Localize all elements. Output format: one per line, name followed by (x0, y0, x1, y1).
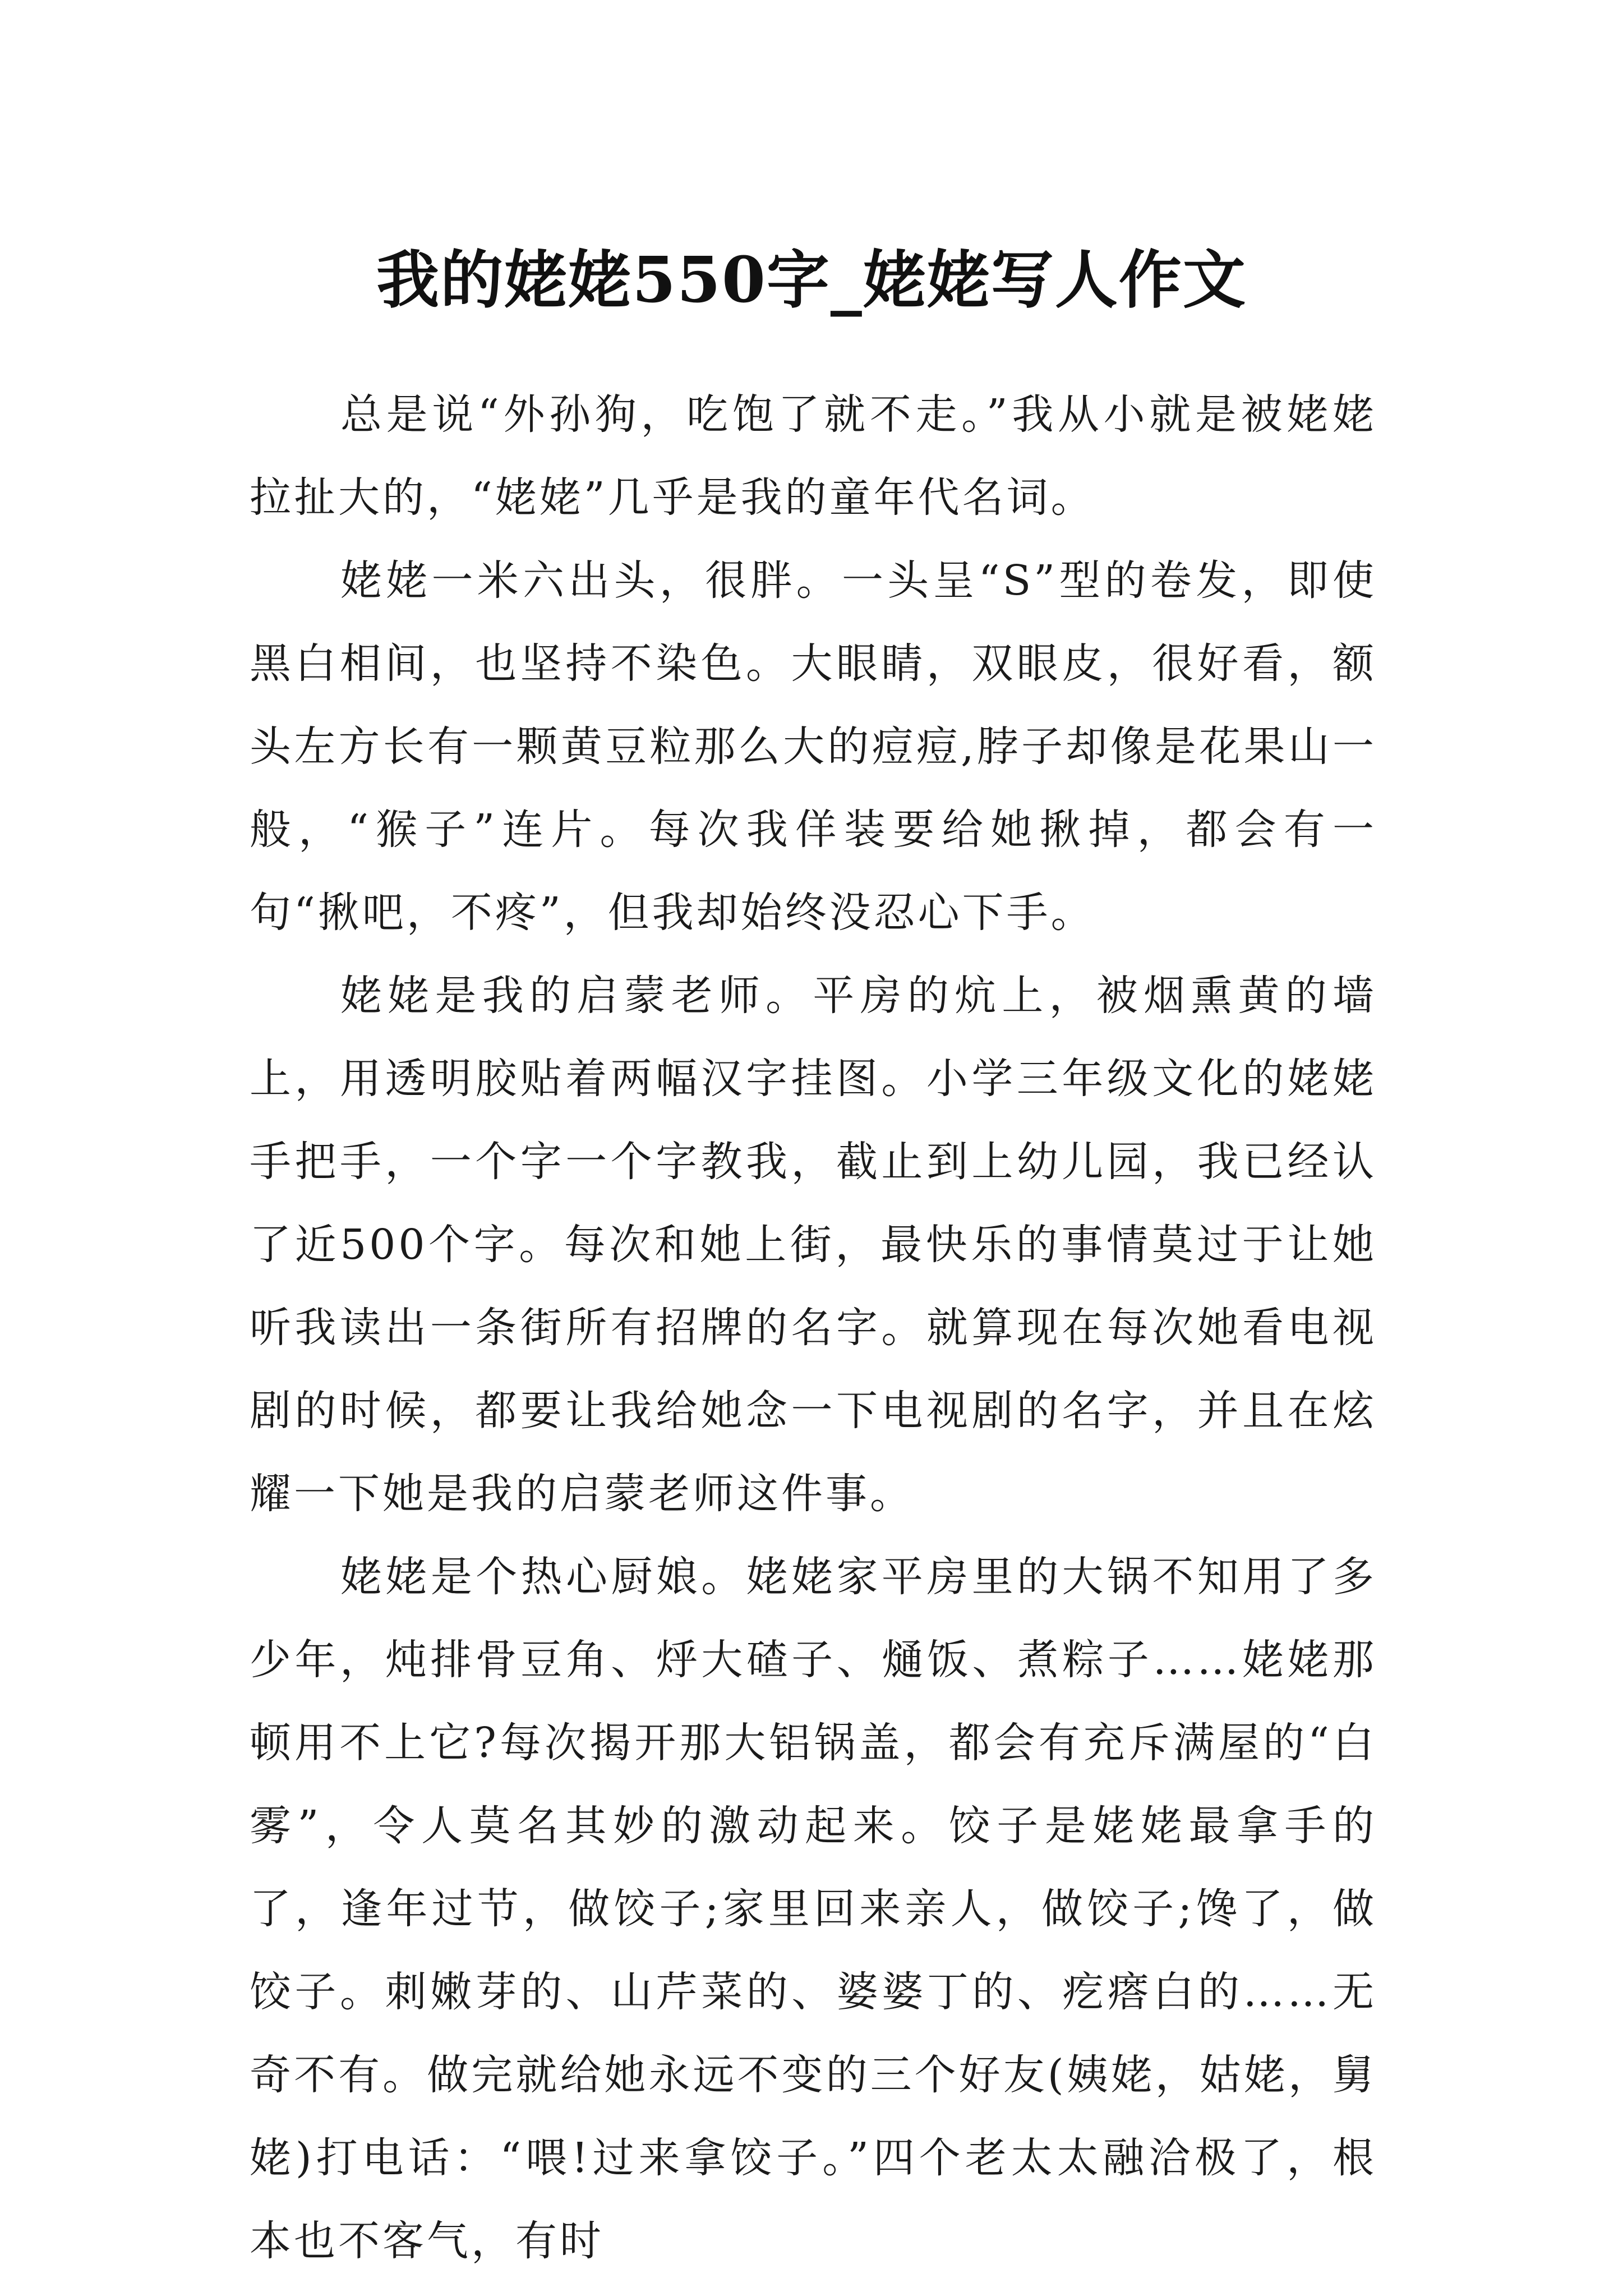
paragraph-1: 总是说“外孙狗，吃饱了就不走。”我从小就是被姥姥拉扯大的，“姥姥”几乎是我的童年代名词。 (250, 390, 1377, 522)
paragraph-3: 姥姥是我的启蒙老师。平房的炕上，被烟熏黄的墙上，用透明胶贴着两幅汉字挂图。小学三年级文化的姥姥手把手，一个字一个字教我，截止到上幼儿园，我已经认了近500个字。每次和她上街，最快乐的事情莫过于让她听我读出一条街所有招牌的名字。就算现在每次她看电视剧的时候，都要让我给她念一下电视剧的名字，并且在炫耀一下她是我的启蒙老师这件事。 (250, 972, 1377, 1518)
document-title: 我的姥姥550字_姥姥写人作文 (376, 243, 1247, 318)
paragraph-2: 姥姥一米六出头，很胖。一头呈“S”型的卷发，即使黑白相间，也坚持不染色。大眼睛，双眼皮，很好看，额头左方长有一颗黄豆粒那么大的痘痘,脖子却像是花果山一般，“猴子”连片。每次我佯装要给她揪掉，都会有一句“揪吧，不疼”，但我却始终没忍心下手。 (250, 556, 1377, 937)
document-body (250, 373, 1377, 2283)
paragraph-4: 姥姥是个热心厨娘。姥姥家平房里的大锅不知用了多少年，炖排骨豆角、烀大碴子、熥饭、煮粽子……姥姥那顿用不上它?每次揭开那大铝锅盖，都会有充斥满屋的“白雾”，令人莫名其妙的激动起来。饺子是姥姥最拿手的了，逢年过节，做饺子;家里回来亲人，做饺子;馋了，做饺子。刺嫩芽的、山芹菜的、婆婆丁的、疙瘩白的……无奇不有。做完就给她永远不变的三个好友(姨姥，姑姥，舅姥)打电话：“喂!过来拿饺子。”四个老太太融洽极了，根本也不客气，有时 (250, 1553, 1377, 2265)
